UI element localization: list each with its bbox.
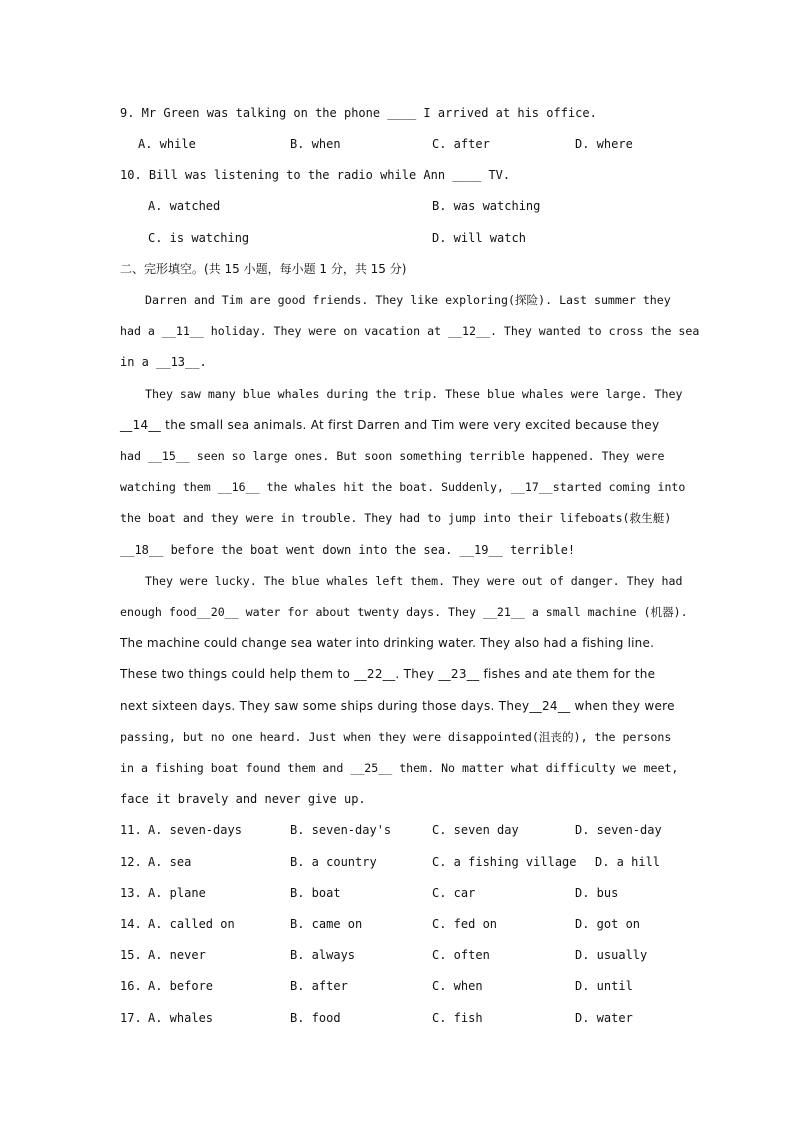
option-a: A. sea [148,855,192,869]
passage-line: passing, but no one heard. Just when they were disappointed(沮丧的), the persons [120,730,672,744]
q9-option-d: D. where [575,137,633,151]
q9-option-c: C. after [432,137,490,151]
passage-line: had a __11__ holiday. They were on vacation at __12__. They wanted to cross the sea [120,324,700,338]
passage-line: __18__ before the boat went down into the sea. __19__ terrible! [120,543,576,557]
option-a: A. never [148,948,206,962]
passage-line: watching them __16__ the whales hit the boat. Suddenly, __17__started coming into [120,480,686,494]
option-d: D. until [575,979,633,993]
q9-option-a: A. while [138,137,196,151]
q9-stem: 9. Mr Green was talking on the phone ____ I arrived at his office. [120,106,597,120]
option-d: D. seven-day [575,823,662,837]
question-number: 12. [120,855,142,869]
option-d: D. a hill [595,855,661,869]
option-b: B. food [290,1011,341,1025]
option-b: B. came on [290,917,363,931]
q10-option-c: C. is watching [148,231,250,245]
option-a: A. before [148,979,214,993]
question-number: 16. [120,979,142,993]
option-c: C. a fishing village [432,855,577,869]
question-number: 17. [120,1011,142,1025]
option-b: B. seven-day's [290,823,392,837]
q10-stem: 10. Bill was listening to the radio while Ann ____ TV. [120,168,511,182]
question-number: 14. [120,917,142,931]
passage-line: They saw many blue whales during the trip. These blue whales were large. They [145,387,683,401]
q10-option-a: A. watched [148,199,221,213]
passage-line: The machine could change sea water into drinking water. They also had a fishing line. [120,636,655,650]
option-c: C. car [432,886,476,900]
question-number: 15. [120,948,142,962]
option-d: D. got on [575,917,641,931]
option-a: A. whales [148,1011,214,1025]
option-a: A. called on [148,917,235,931]
passage-line: the boat and they were in trouble. They had to jump into their lifeboats(救生艇) [120,511,672,525]
option-c: C. seven day [432,823,519,837]
option-a: A. seven-days [148,823,242,837]
passage-line: face it bravely and never give up. [120,792,366,806]
passage-line: had __15__ seen so large ones. But soon something terrible happened. They were [120,449,665,463]
question-number: 13. [120,886,142,900]
option-a: A. plane [148,886,206,900]
question-number: 11. [120,823,142,837]
option-d: D. bus [575,886,619,900]
option-c: C. often [432,948,490,962]
passage-line: in a __13__. [120,355,207,369]
option-b: B. after [290,979,348,993]
option-c: C. when [432,979,483,993]
section-heading: 二、完形填空。(共 15 小题，每小题 1 分，共 15 分) [120,262,407,276]
option-c: C. fish [432,1011,483,1025]
passage-line: They were lucky. The blue whales left them. They were out of danger. They had [145,574,683,588]
option-c: C. fed on [432,917,498,931]
option-b: B. a country [290,855,377,869]
passage-line: __14__ the small sea animals. At first Darren and Tim were very excited because they [120,418,660,432]
passage-line: These two things could help them to __22__. They __23__ fishes and ate them for the [120,667,656,681]
option-d: D. water [575,1011,633,1025]
q10-option-d: D. will watch [432,231,526,245]
q10-option-b: B. was watching [432,199,541,213]
passage-line: in a fishing boat found them and __25__ them. No matter what difficulty we meet, [120,761,679,775]
passage-line: Darren and Tim are good friends. They like exploring(探险). Last summer they [145,293,671,307]
passage-line: next sixteen days. They saw some ships during those days. They__24__ when they were [120,699,675,713]
option-d: D. usually [575,948,648,962]
q9-option-b: B. when [290,137,341,151]
passage-line: enough food__20__ water for about twenty days. They __21__ a small machine (机器). [120,605,688,619]
option-b: B. always [290,948,356,962]
option-b: B. boat [290,886,341,900]
